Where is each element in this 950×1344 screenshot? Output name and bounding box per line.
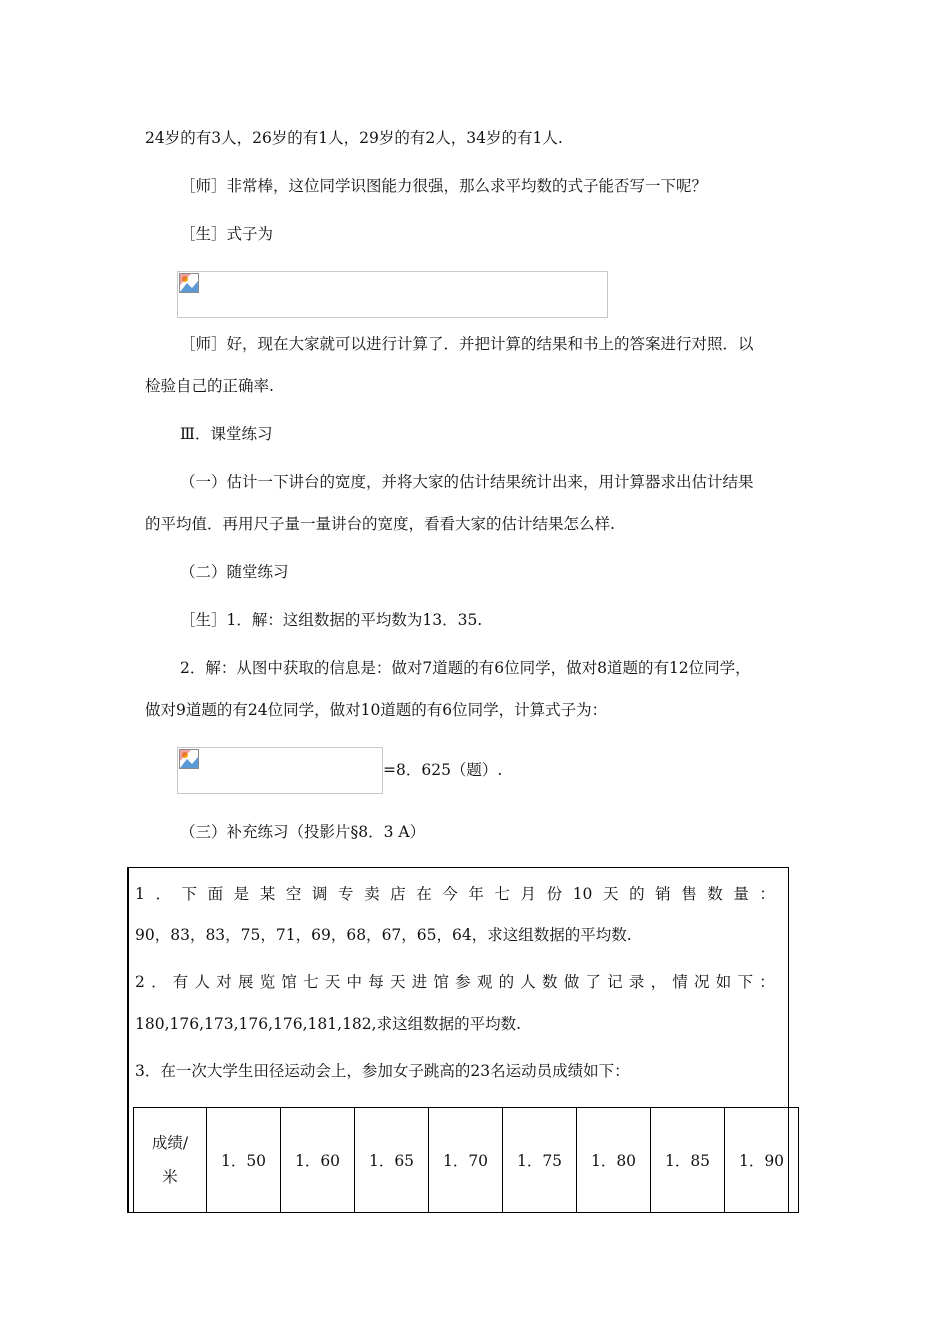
question-token: ： xyxy=(759,885,775,903)
paragraph-student-formula: ［生］式子为 xyxy=(180,225,274,243)
formula-image-2 xyxy=(177,747,383,794)
question-token: 观 xyxy=(476,973,493,991)
question-token: 店 xyxy=(390,885,406,903)
question-token: 月 xyxy=(520,885,537,903)
question-token: 是 xyxy=(233,885,250,903)
question-token: 年 xyxy=(468,885,484,903)
question-token: ． xyxy=(151,973,167,991)
question-token: 天 xyxy=(324,973,341,991)
question-token: 如 xyxy=(715,973,732,991)
score-cell: 1．50 xyxy=(207,1108,281,1213)
score-cell: 1．80 xyxy=(577,1108,651,1213)
question-token: 览 xyxy=(259,973,276,991)
question-token: 录 xyxy=(628,973,645,991)
question-token: 调 xyxy=(311,885,328,903)
paragraph-teacher-praise: ［师］非常棒，这位同学识图能力很强，那么求平均数的式子能否写一下呢？ xyxy=(180,177,708,195)
paragraph-student-answer-1: ［生］1．解：这组数据的平均数为13．35. xyxy=(180,611,483,629)
question-token: 某 xyxy=(259,885,276,903)
question-token: 空 xyxy=(285,885,302,903)
paragraph-ages: 24岁的有3人，26岁的有1人，29岁的有2人，34岁的有1人. xyxy=(145,129,563,147)
question-token: 专 xyxy=(337,885,354,903)
question-token: 人 xyxy=(194,973,211,991)
question-token: 馆 xyxy=(281,973,297,991)
broken-image-icon xyxy=(179,273,199,293)
question-token: 量 xyxy=(733,885,749,903)
question-token: 的 xyxy=(629,885,645,903)
question-token: 中 xyxy=(346,973,363,991)
header-label-line-1: 成绩/ xyxy=(151,1134,189,1152)
question-token: ． xyxy=(155,885,171,903)
score-cell: 1．65 xyxy=(355,1108,429,1213)
paragraph-teacher-compute-1: ［师］好，现在大家就可以进行计算了．并把计算的结果和书上的答案进行对照．以 xyxy=(180,335,754,353)
question-token: 记 xyxy=(607,973,623,991)
paragraph-exercise-2-heading: （二）随堂练习 xyxy=(180,563,289,581)
section-heading-practice: Ⅲ．课堂练习 xyxy=(180,425,273,443)
question-token: 下 xyxy=(737,973,753,991)
paragraph-exercise-1a: （一）估计一下讲台的宽度，并将大家的估计结果统计出来，用计算器求出估计结果 xyxy=(180,473,754,491)
formula-result: =8．625（题）. xyxy=(383,761,503,779)
question-token: 销 xyxy=(655,885,671,903)
score-cell: 1．70 xyxy=(429,1108,503,1213)
question-token: 馆 xyxy=(433,973,449,991)
question-token: 情 xyxy=(672,973,688,991)
broken-image-icon xyxy=(179,749,199,769)
question-token: 进 xyxy=(411,973,428,991)
paragraph-exercise-3-heading: （三）补充练习（投影片§8．3 A） xyxy=(180,823,426,841)
question-token: 有 xyxy=(172,973,189,991)
question-token: 10 xyxy=(572,885,593,903)
score-cell: 1．90 xyxy=(725,1108,799,1213)
question-1-statement xyxy=(135,884,775,904)
score-cell: 1．60 xyxy=(281,1108,355,1213)
question-token: 售 xyxy=(681,885,697,903)
paragraph-answer-2b: 做对9道题的有24位同学，做对10道题的有6位同学，计算式子为： xyxy=(145,701,608,719)
question-token: 数 xyxy=(542,973,558,991)
question-token: 每 xyxy=(368,973,384,991)
question-2-statement xyxy=(135,972,775,992)
question-3-statement: 3．在一次大学生田径运动会上，参加女子跳高的23名运动员成绩如下： xyxy=(135,1062,630,1080)
paragraph-answer-2a: 2．解：从图中获取的信息是：做对7道题的有6位同学，做对8道题的有12位同学， xyxy=(180,659,751,677)
header-label-line-2: 米 xyxy=(162,1168,178,1186)
score-cell: 1．75 xyxy=(503,1108,577,1213)
question-token: 1 xyxy=(135,885,145,903)
question-token: 在 xyxy=(416,885,432,903)
question-token: 参 xyxy=(455,973,471,991)
question-token: ， xyxy=(650,973,667,991)
question-token: 下 xyxy=(181,885,198,903)
question-1-data: 90，83，83，75，71，69，68，67，65，64，求这组数据的平均数. xyxy=(135,926,632,944)
paragraph-teacher-compute-2: 检验自己的正确率. xyxy=(145,377,274,395)
question-2-data: 180,176,173,176,176,181,182,求这组数据的平均数. xyxy=(135,1015,522,1033)
formula-image-1 xyxy=(177,271,608,318)
question-token: 卖 xyxy=(364,885,380,903)
question-token: ： xyxy=(759,973,775,991)
question-token: 人 xyxy=(520,973,536,991)
question-token: 七 xyxy=(303,973,319,991)
question-token: 份 xyxy=(546,885,563,903)
question-token: 天 xyxy=(602,885,619,903)
high-jump-scores-table xyxy=(133,1107,799,1213)
score-cell: 1．85 xyxy=(651,1108,725,1213)
question-token: 今 xyxy=(442,885,458,903)
question-token: 2 xyxy=(135,973,145,991)
paragraph-exercise-1b: 的平均值．再用尺子量一量讲台的宽度，看看大家的估计结果怎么样. xyxy=(145,515,615,533)
question-token: 况 xyxy=(694,973,710,991)
question-token: 了 xyxy=(585,973,601,991)
question-token: 七 xyxy=(494,885,510,903)
question-token: 展 xyxy=(237,973,254,991)
table-row xyxy=(134,1108,799,1213)
question-token: 对 xyxy=(216,973,232,991)
question-token: 做 xyxy=(563,973,580,991)
question-token: 天 xyxy=(389,973,406,991)
question-token: 面 xyxy=(207,885,224,903)
question-token: 的 xyxy=(498,973,515,991)
question-token: 数 xyxy=(707,885,723,903)
table-header-cell xyxy=(134,1108,207,1213)
